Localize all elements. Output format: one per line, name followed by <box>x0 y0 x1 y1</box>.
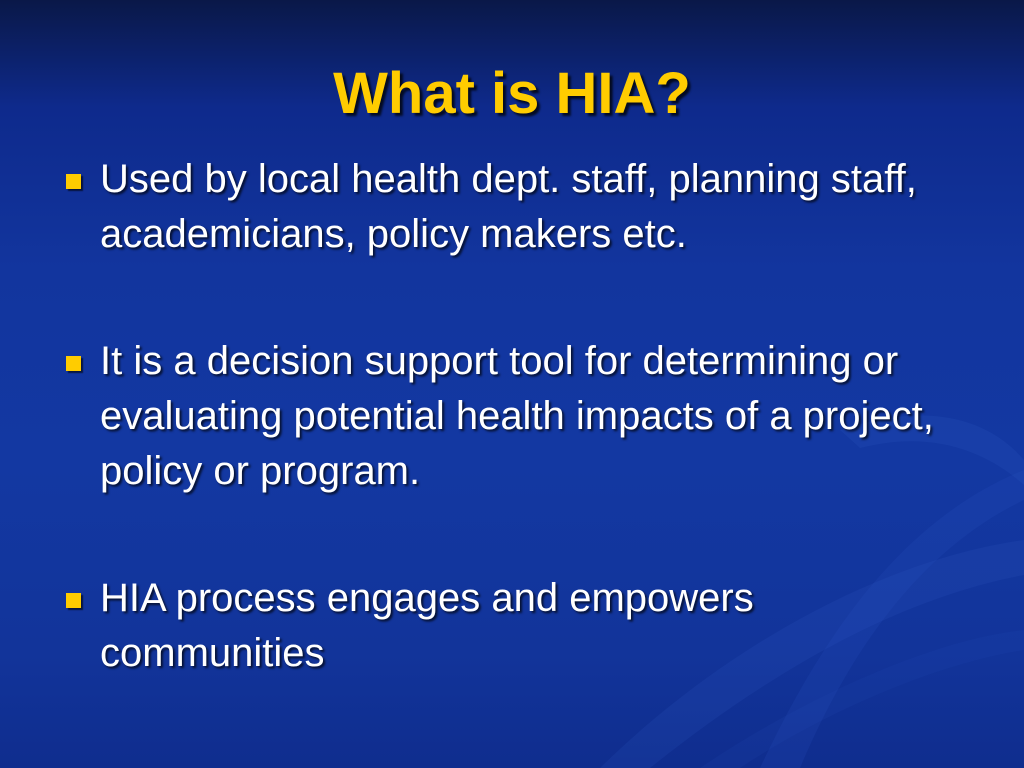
square-bullet-icon <box>66 593 81 608</box>
square-bullet-icon <box>66 356 81 371</box>
bullet-item <box>60 571 980 681</box>
bullet-item <box>60 334 980 499</box>
bullet-item <box>60 152 980 262</box>
slide-title: What is HIA? <box>333 61 691 126</box>
bullet-list <box>60 152 980 681</box>
bullet-text: HIA process engages and empowers communities <box>100 576 754 675</box>
bullet-text: It is a decision support tool for determining or evaluating potential health impacts of a project, policy or program. <box>100 339 934 493</box>
bullet-text: Used by local health dept. staff, planning staff, academicians, policy makers etc. <box>100 157 917 256</box>
square-bullet-icon <box>66 174 81 189</box>
